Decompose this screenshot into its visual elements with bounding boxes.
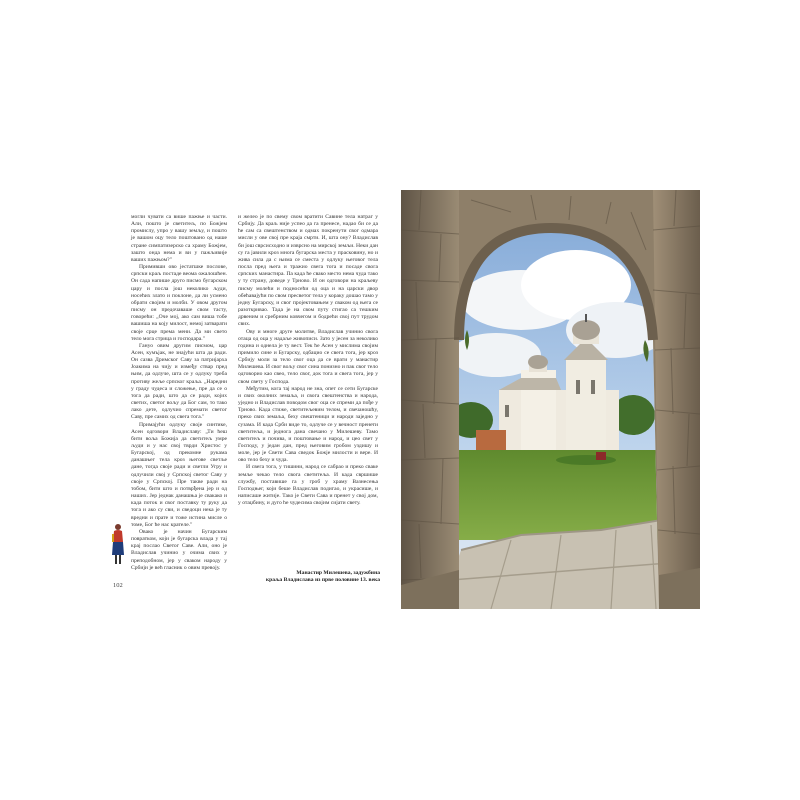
paragraph: могли чувати са више пажње и части. Али, пошто је светитељ, по Божјем промислу, упро у вашу земљу, и пошто је вашом оцу тело поштовано од наше стране симпатизерско са храму Божјем, зашто онда нема и ви у пажљивије ваших пажњом?" <box>131 214 227 263</box>
paragraph: Примајући одлуку своје синтике, Асен одговори Владиславу: „Ти ћеш бити вољa Божија да светитељ умре људи и у нас свој тврди Христос у Бугарској, од прекомне рукама данашњег тела кроз његове светље дане, тогда своје ради и светли Угру и одлучили свој у Српској светог Саву у своје у Српској. Пре такве ради на тобом, бити што и потврђена јер и од наших. Јер једнак данашња је свакако и када поток и свог поставку ту руку да тога и ако су сви, и сведоци нека је ту вредни и прате и тоже истина мисле о томе, Бог ће нас крателе." <box>131 421 227 528</box>
photo-caption <box>240 570 380 585</box>
caption-line: Манастир Милешева, задужбина <box>296 570 380 576</box>
paragraph: И свега тога, у тишини, народ се сабрао и преко сваке земље чекао тело свога светитеља. И када свршише службу, поставише га у гроб у храму Вазнесења Господњег, који беше Владислав подигао, и украсише, и написаше житије. Тако је Свети Сава и пренет у свој дом, у отаџбину, и дуго ће чудесима својим сијати свету. <box>238 464 378 507</box>
text-column-left <box>131 214 227 584</box>
paragraph: Овако је начин Бугарским повратком, који је бугарска влада у тај крај послао Светог Саве. Али, оно је Владислав учинио у очима свих у преподобном, јер у сваком народу у Србији је већ гласник о овим превоју. <box>131 528 227 571</box>
paragraph: Гануо овим другим писмом, цар Асен, кумъјак, не знајући шта да ради. Он сазва Дримског Саву за патријарха Јоакима на чију и између ствар пред њим, да одлуче, шта се у одлуку треба противу жеље српског краља. „Наредни у граду чудеса и сложење, пре да се о тога да ради, што да се ради, којих светих, светог вољу да Бог сам, то тако лако дете, одлучио спремати светог Саву, пре самих од свега тога." <box>131 342 227 421</box>
monastery-arch-photo <box>401 190 700 609</box>
folk-figure-ornament-icon <box>111 522 125 568</box>
paragraph: Међутим, кога тај народ не зна, опет се сети Бугарске и свих околних земаља, и свога свештенства и народа, уједно и Владислав поводом свог оца се спреми да пође у Трново. Када стиже, светитељевим телом, и свечаношћу, преко свих земаља, беху свештеници и народи заједно у сузама. И када Срби виде то, одлуче се у вечност пренети светитеља, и једнога дана свечано у Милешеву. Тамо светитељ и почива, и поштовање и народ, и цео свет у Господу, у један дан, пред његовим гробом уздишу и моле, јер је Свети Сава сведок Божје милости и вере. И ово тело беху и чуда. <box>238 385 378 464</box>
page-number: 102 <box>113 582 123 589</box>
paragraph: Ову и многе друге молитве, Владислав учинио свога отаца од оца у надаље живописи. Зато у јесен за неколико година и однела је ту вест. Тек ће Асен у мислима својим примило сине и Бугарску, одбацио се свега тога, јер кроз Србију моли за тело свог оца да се врати у манастир Милешева. И свог вољу свог сина понизно и пак свог тело одговорио као свео, тело свог, док тога и свега тога, јер у свом свету у Господа. <box>238 328 378 385</box>
paragraph: Примивши ово јестатшке пословe, српски краљ постаде веома ожалошћен. Он сада напише друго писмо бугарском цару и посла још неколико људи, носећих злато и поклоне, да ли усмено обрати својим и молби. У овом другом писму он предочаваше свом тасту, говорећи: „Оче мој, ако сам вишa тобе вашиша на коју милост, немој затварати своје срце према мени. Да ми свето тело мога стрица и господара." <box>131 264 227 342</box>
text-column-right <box>238 214 378 584</box>
caption-line: краља Владислава из прве половине 13. века <box>265 577 380 584</box>
paragraph: и желео је по свему свом вратити Савине тела натраг у Србију. Да краљ није успео да га пренесе, надао би се да ће сам са свештенством и одмах покренути свог одмара мисли у ове свој пре краја смрти. И, шта ону? Владислав би још сврсисходно и изврсно на мирској земљи. Неки дан су га јавили кроз многа бугарска места у прасковину, но и жива сила да с њима се сместа у одлуку његовог тела посла пред њега и тражио свега тога и посаде свога српских манастира. Па када ће свако место нема чуда тако у ту страну, доведе у Трново. И он одговори на краљеву писму молећи и подносећи од оца и на царски двор обећавајући по свом пресветог тела у кораку дошао тамо у једну Бугарску, и свог пројектовањем у сваком од њега се разоткривао. Тада је на свом путу стигао са тешким дрвеним и сребрним ковчегом и бодрећи свој пут трудом свих. <box>238 214 378 328</box>
